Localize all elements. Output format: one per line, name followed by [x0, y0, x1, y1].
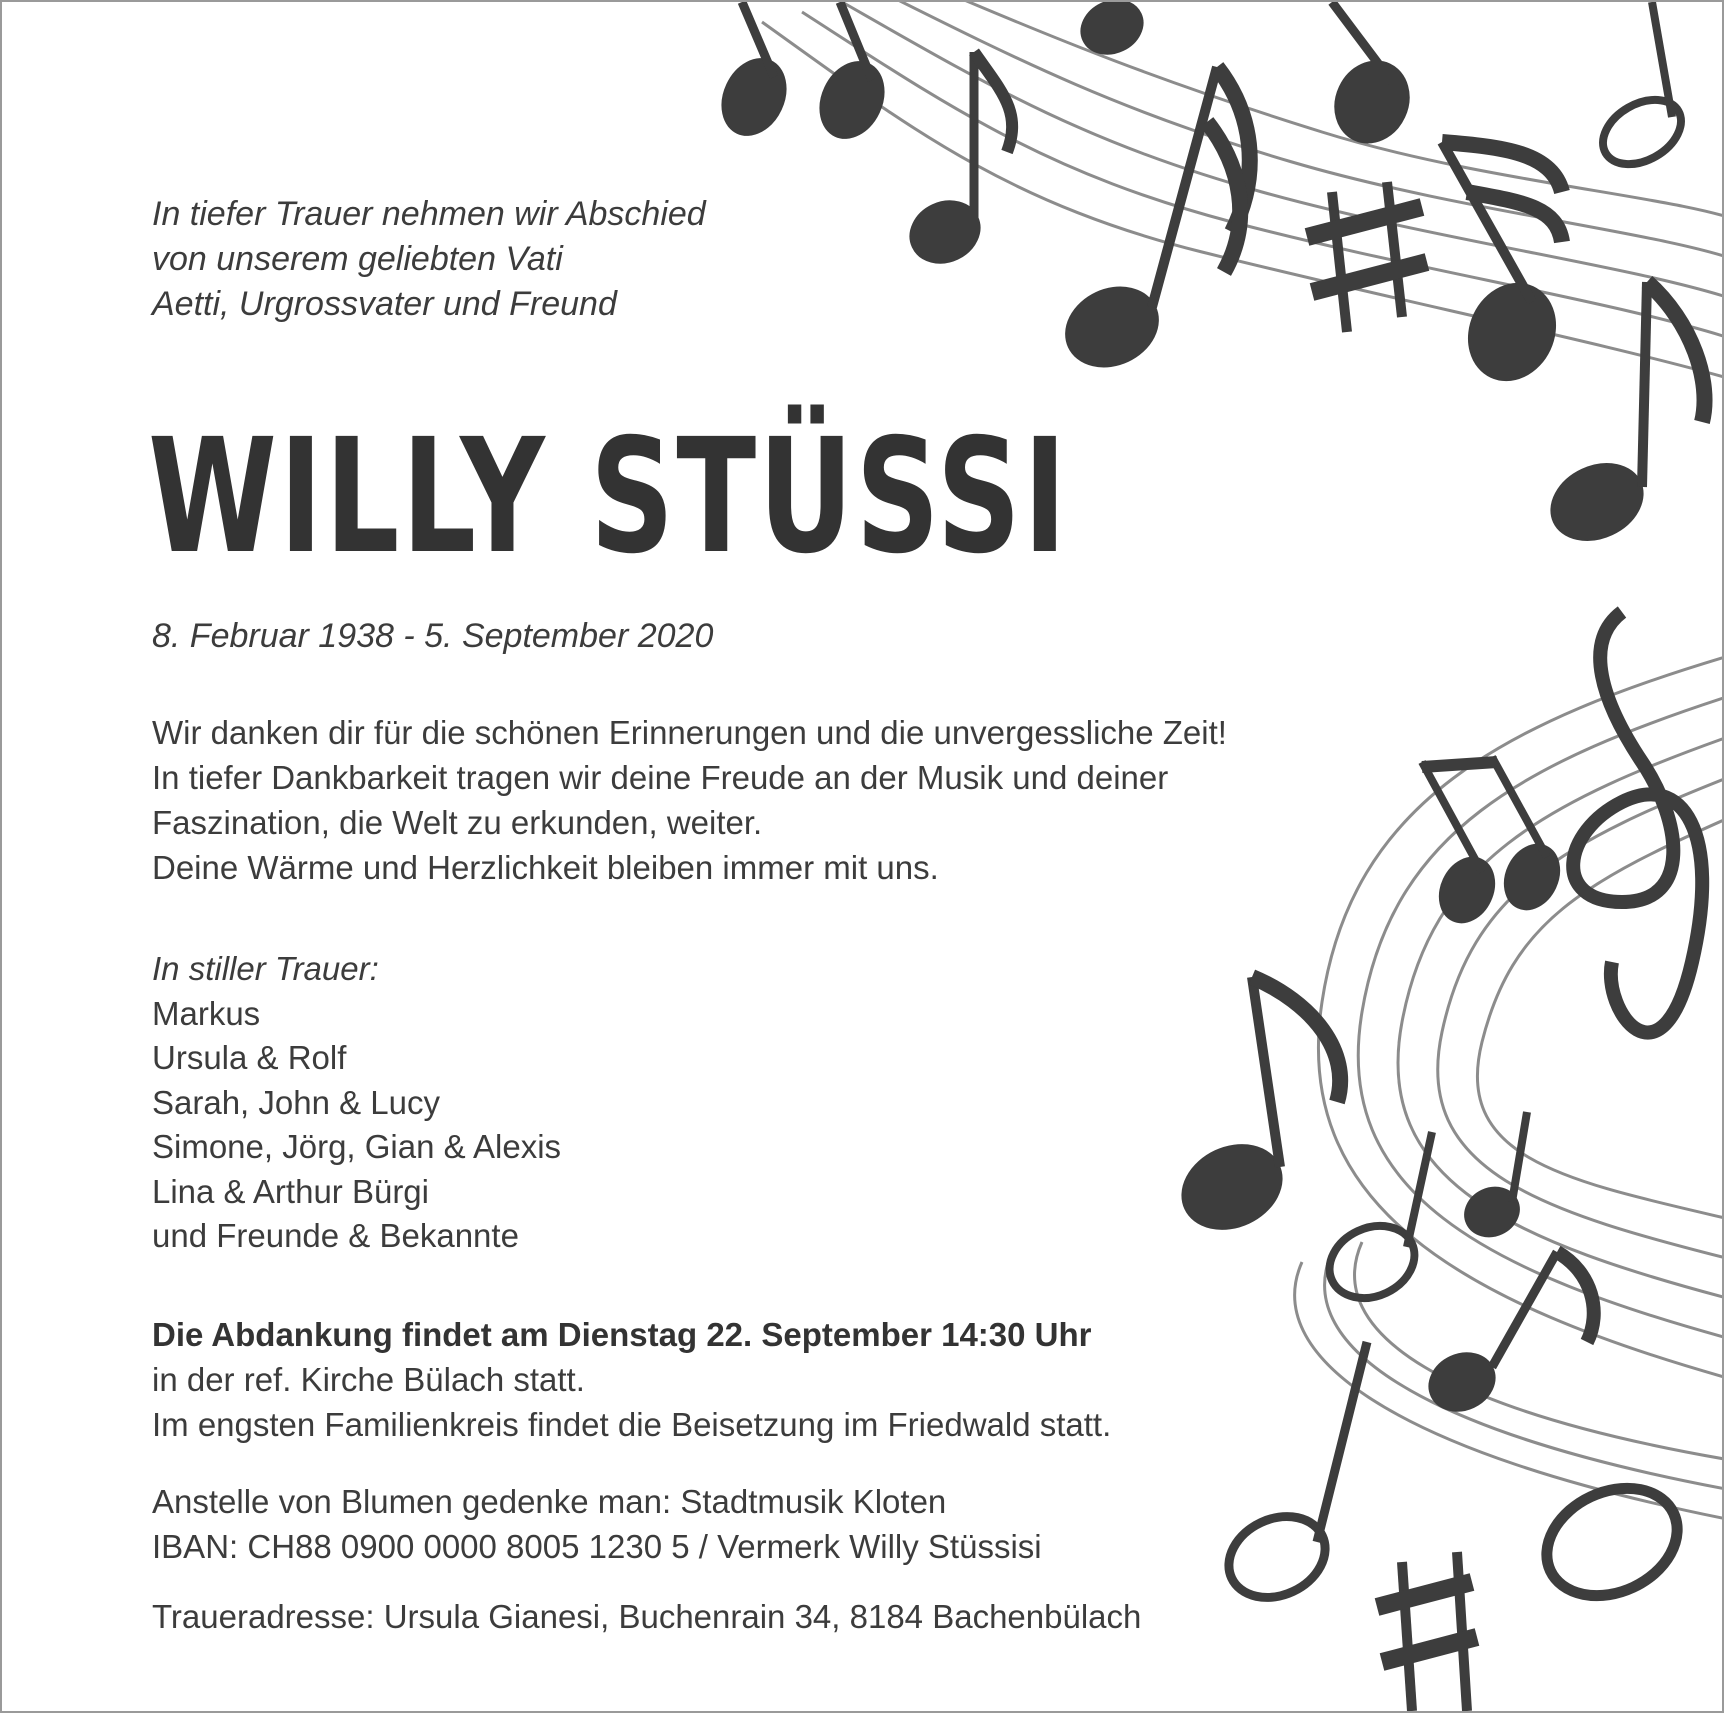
- intro-text: [152, 192, 706, 327]
- mourner-name: Markus: [152, 994, 261, 1032]
- thanks-line: Deine Wärme und Herzlichkeit bleiben immer mit uns.: [152, 849, 939, 886]
- deceased-name: WILLY STÜSSI: [148, 405, 1069, 589]
- life-dates: 8. Februar 1938 - 5. September 2020: [152, 617, 714, 655]
- thanks-line: In tiefer Dankbarkeit tragen wir deine Freude an der Musik und deiner: [152, 759, 1169, 796]
- donation-info: [152, 1479, 1042, 1569]
- mourner-name: Lina & Arthur Bürgi: [152, 1172, 429, 1210]
- service-headline: Die Abdankung findet am Dienstag 22. September 14:30 Uhr: [152, 1316, 1092, 1353]
- donation-iban: IBAN: CH88 0900 0000 8005 1230 5 / Vermerk Willy Stüssisi: [152, 1528, 1042, 1565]
- mourners-heading: In stiller Trauer:: [152, 950, 379, 987]
- thanks-paragraph: [152, 710, 1227, 890]
- mourner-name: Ursula & Rolf: [152, 1039, 347, 1076]
- mourning-address: Traueradresse: Ursula Gianesi, Buchenrain 34, 8184 Bachenbülach: [152, 1598, 1142, 1635]
- thanks-line: Faszination, die Welt zu erkunden, weiter.: [152, 804, 763, 841]
- mourner-name: Simone, Jörg, Gian & Alexis: [152, 1128, 562, 1165]
- intro-line: In tiefer Trauer nehmen wir Abschied: [152, 195, 706, 233]
- intro-line: von unserem geliebten Vati: [152, 240, 563, 278]
- thanks-line: Wir danken dir für die schönen Erinnerungen und die unvergessliche Zeit!: [152, 714, 1227, 751]
- service-line: Im engsten Familienkreis findet die Beisetzung im Friedwald statt.: [152, 1406, 1112, 1443]
- donation-line: Anstelle von Blumen gedenke man: Stadtmusik Kloten: [152, 1483, 947, 1520]
- mourner-name: Sarah, John & Lucy: [152, 1083, 441, 1121]
- service-info: [152, 1312, 1111, 1447]
- service-line: in der ref. Kirche Bülach statt.: [152, 1361, 585, 1398]
- mourners-list: [152, 947, 561, 1259]
- intro-line: Aetti, Urgrossvater und Freund: [152, 285, 617, 323]
- mourner-name: und Freunde & Bekannte: [152, 1217, 519, 1254]
